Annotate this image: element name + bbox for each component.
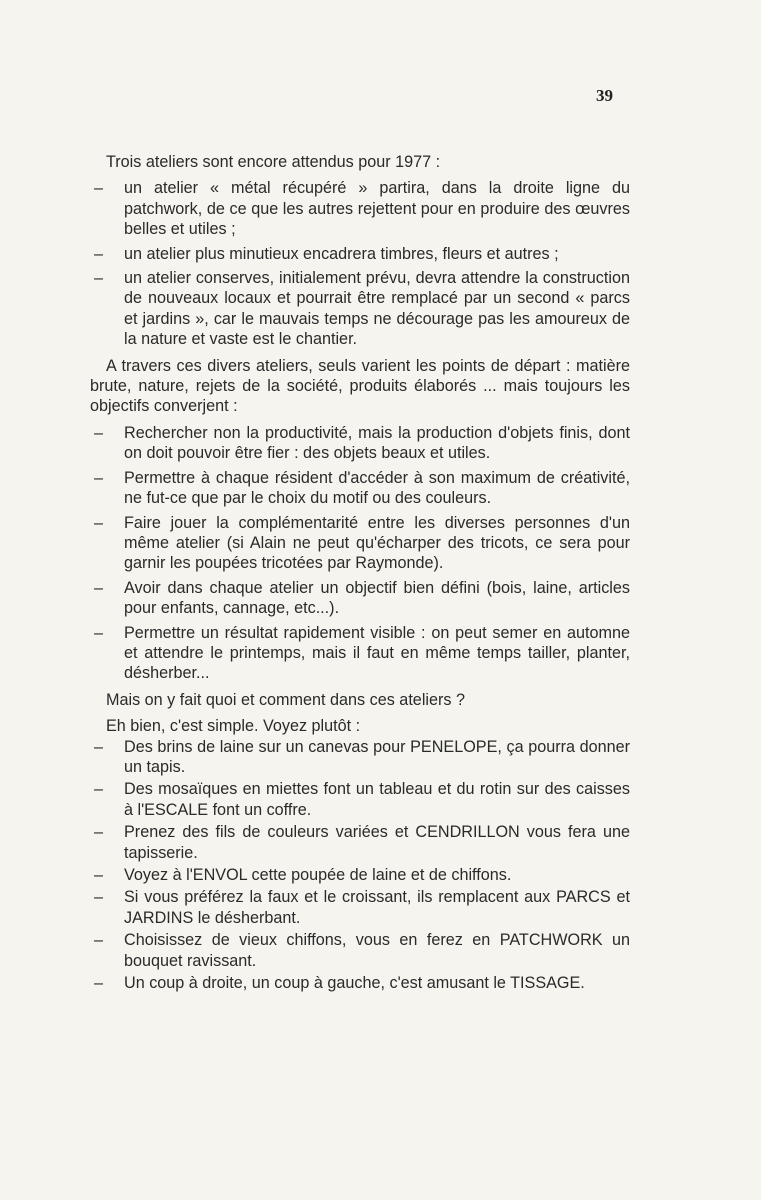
page-number: 39 xyxy=(596,86,613,105)
page-body xyxy=(90,152,630,999)
list-item: – Voyez à l'ENVOL cette poupée de laine et de chiffons. xyxy=(90,865,630,885)
list-item: – Avoir dans chaque atelier un objectif bien défini (bois, laine, articles pour enfants, cannage, etc...). xyxy=(90,578,630,619)
list-item: – Permettre à chaque résident d'accéder à son maximum de créativité, ne fut-ce que par le choix du motif ou des couleurs. xyxy=(90,468,630,509)
paragraph-answer: Eh bien, c'est simple. Voyez plutôt : xyxy=(106,717,361,736)
list-item: – un atelier « métal récupéré » partira, dans la droite ligne du patchwork, de ce que les autres rejettent pour en produire des œuvres belles et utiles ; xyxy=(90,178,630,239)
list-ateliers-attendus xyxy=(90,178,630,349)
paragraph-question: Mais on y fait quoi et comment dans ces ateliers ? xyxy=(106,690,465,709)
list-item: – Faire jouer la complémentarité entre les diverses personnes d'un même atelier (si Alain ne peut qu'écharper des tricots, ce sera pour garnir les poupées tricotées par Raymonde). xyxy=(90,513,630,574)
list-item: – un atelier conserves, initialement prévu, devra attendre la construction de nouveaux locaux et pourrait être remplacé par un second « parcs et jardins », car le mauvais temps ne décourage pas les amoureux de la nature et vaste est le chantier. xyxy=(90,268,630,350)
list-objectifs xyxy=(90,423,630,684)
list-item: – Si vous préférez la faux et le croissant, ils remplacent aux PARCS et JARDINS le désherbant. xyxy=(90,887,630,928)
list-item: – Permettre un résultat rapidement visible : on peut semer en automne et attendre le printemps, mais il faut en même temps tailler, planter, désherber... xyxy=(90,623,630,684)
list-item: – Un coup à droite, un coup à gauche, c'est amusant le TISSAGE. xyxy=(90,973,630,993)
list-item: – un atelier plus minutieux encadrera timbres, fleurs et autres ; xyxy=(90,244,630,264)
list-item: – Des mosaïques en miettes font un tableau et du rotin sur des caisses à l'ESCALE font un coffre. xyxy=(90,779,630,820)
paragraph-ateliers-1977: Trois ateliers sont encore attendus pour 1977 : xyxy=(106,153,441,171)
list-item: – Rechercher non la productivité, mais la production d'objets finis, dont on doit pouvoir être fier : des objets beaux et utiles. xyxy=(90,423,630,464)
list-item: – Prenez des fils de couleurs variées et CENDRILLON vous fera une tapisserie. xyxy=(90,822,630,863)
list-exemples-ateliers xyxy=(90,737,630,994)
paragraph-objectifs: A travers ces divers ateliers, seuls varient les points de départ : matière brute, nature, rejets de la société, produits élaborés ... mais toujours les objectifs converjent : xyxy=(90,356,630,416)
list-item: – Des brins de laine sur un canevas pour PENELOPE, ça pourra donner un tapis. xyxy=(90,737,630,778)
list-item: – Choisissez de vieux chiffons, vous en ferez en PATCHWORK un bouquet ravissant. xyxy=(90,930,630,971)
